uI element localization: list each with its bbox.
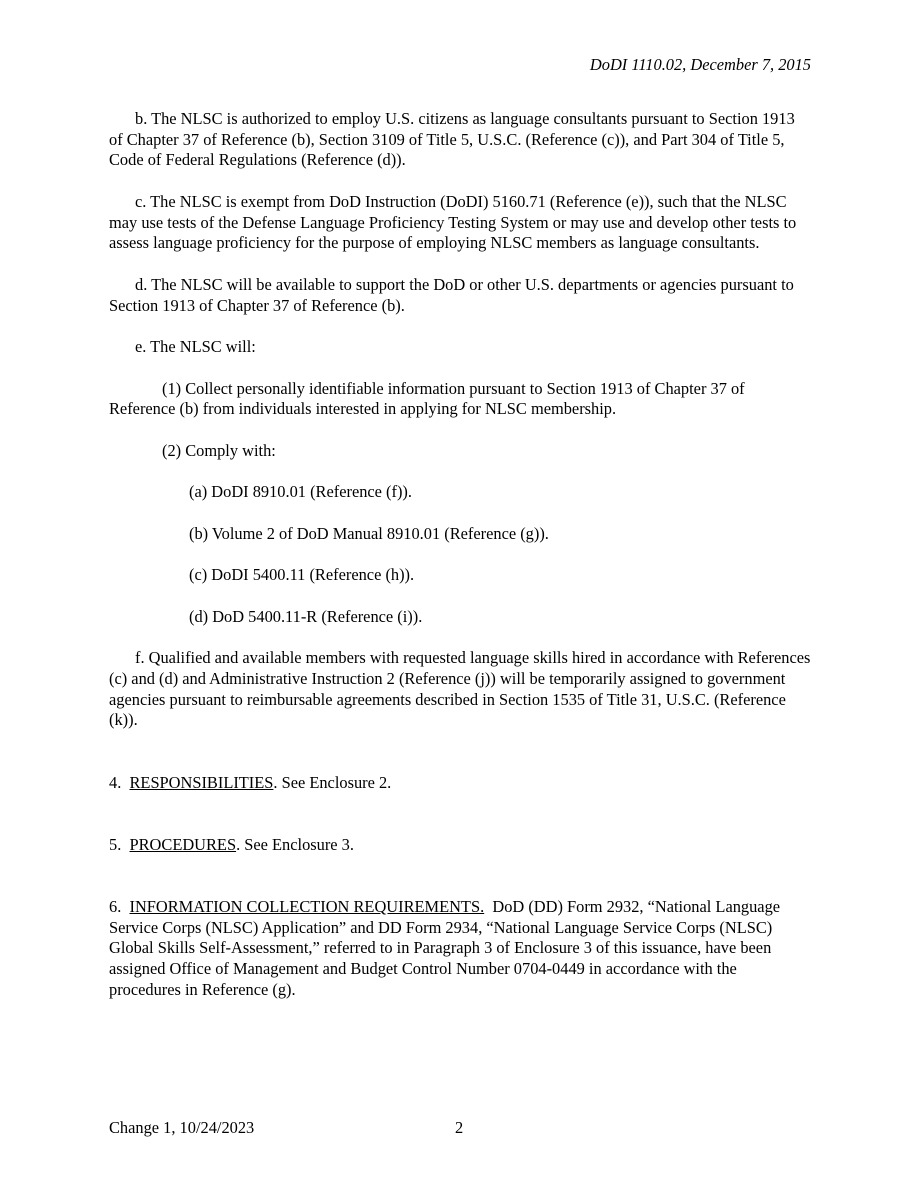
section-5-text: . See Enclosure 3.	[236, 834, 354, 854]
paragraph-e2a: (a) DoDI 8910.01 (Reference (f)).	[189, 482, 412, 502]
section-4-heading: RESPONSIBILITIES	[129, 772, 274, 792]
paragraph-e1: (1) Collect personally identifiable information pursuant to Section 1913 of Chapter 37 of Reference (b) from individuals interested in applying for NLSC membership.	[109, 378, 745, 419]
section-4-text: . See Enclosure 2.	[273, 772, 392, 792]
section-5-heading: PROCEDURES	[129, 834, 237, 854]
paragraph-e2b: (b) Volume 2 of DoD Manual 8910.01 (Reference (g)).	[189, 523, 549, 543]
section-6	[109, 897, 811, 1001]
document-body	[109, 109, 811, 1021]
section-4	[109, 773, 811, 794]
section-4-number: 4.	[109, 772, 122, 792]
paragraph-e: e. The NLSC will:	[135, 337, 256, 357]
footer-page-number: 2	[455, 1118, 464, 1137]
footer-change-note: Change 1, 10/24/2023	[109, 1118, 255, 1137]
paragraph-e2d: (d) DoD 5400.11-R (Reference (i)).	[189, 606, 423, 626]
paragraph-e2: (2) Comply with:	[162, 440, 276, 460]
paragraph-b: b. The NLSC is authorized to employ U.S. citizens as language consultants pursuant to Section 1913 of Chapter 37 of Reference (b), Section 3109 of Title 5, U.S.C. (Reference (c)), and Part 304 of Title 5, Code of Federal Regulations (Reference (d)).	[109, 109, 795, 170]
paragraph-f: f. Qualified and available members with requested language skills hired in accordance with References (c) and (d) and Administrative Instruction 2 (Reference (j)) will be temporarily assigned to government agencies pursuant to reimbursable agreements described in Section 1535 of Title 31, U.S.C. (Reference (k)).	[109, 648, 811, 730]
section-5-number: 5.	[109, 834, 122, 854]
section-6-text: DoD (DD) Form 2932, “National Language Service Corps (NLSC) Application” and DD Form 2934, “National Language Service Corps (NLSC) Global Skills Self-Assessment,” referred to in Paragraph 3 of Enclosure 3 of this issuance, have been assigned Office of Management and Budget Control Number 0704-0449 in accordance with the procedures in Reference (g).	[109, 896, 785, 999]
running-header: DoDI 1110.02, December 7, 2015	[589, 55, 811, 74]
paragraph-e2c: (c) DoDI 5400.11 (Reference (h)).	[189, 565, 415, 585]
section-5	[109, 835, 811, 856]
section-6-number: 6.	[109, 896, 122, 916]
section-6-heading: INFORMATION COLLECTION REQUIREMENTS.	[129, 896, 485, 916]
paragraph-c: c. The NLSC is exempt from DoD Instruction (DoDI) 5160.71 (Reference (e)), such that the NLSC may use tests of the Defense Language Proficiency Testing System or may use and develop other tests to assess language proficiency for the purpose of employing NLSC members as language consultants.	[109, 191, 797, 253]
paragraph-d: d. The NLSC will be available to support the DoD or other U.S. departments or agencies pursuant to Section 1913 of Chapter 37 of Reference (b).	[109, 274, 794, 315]
